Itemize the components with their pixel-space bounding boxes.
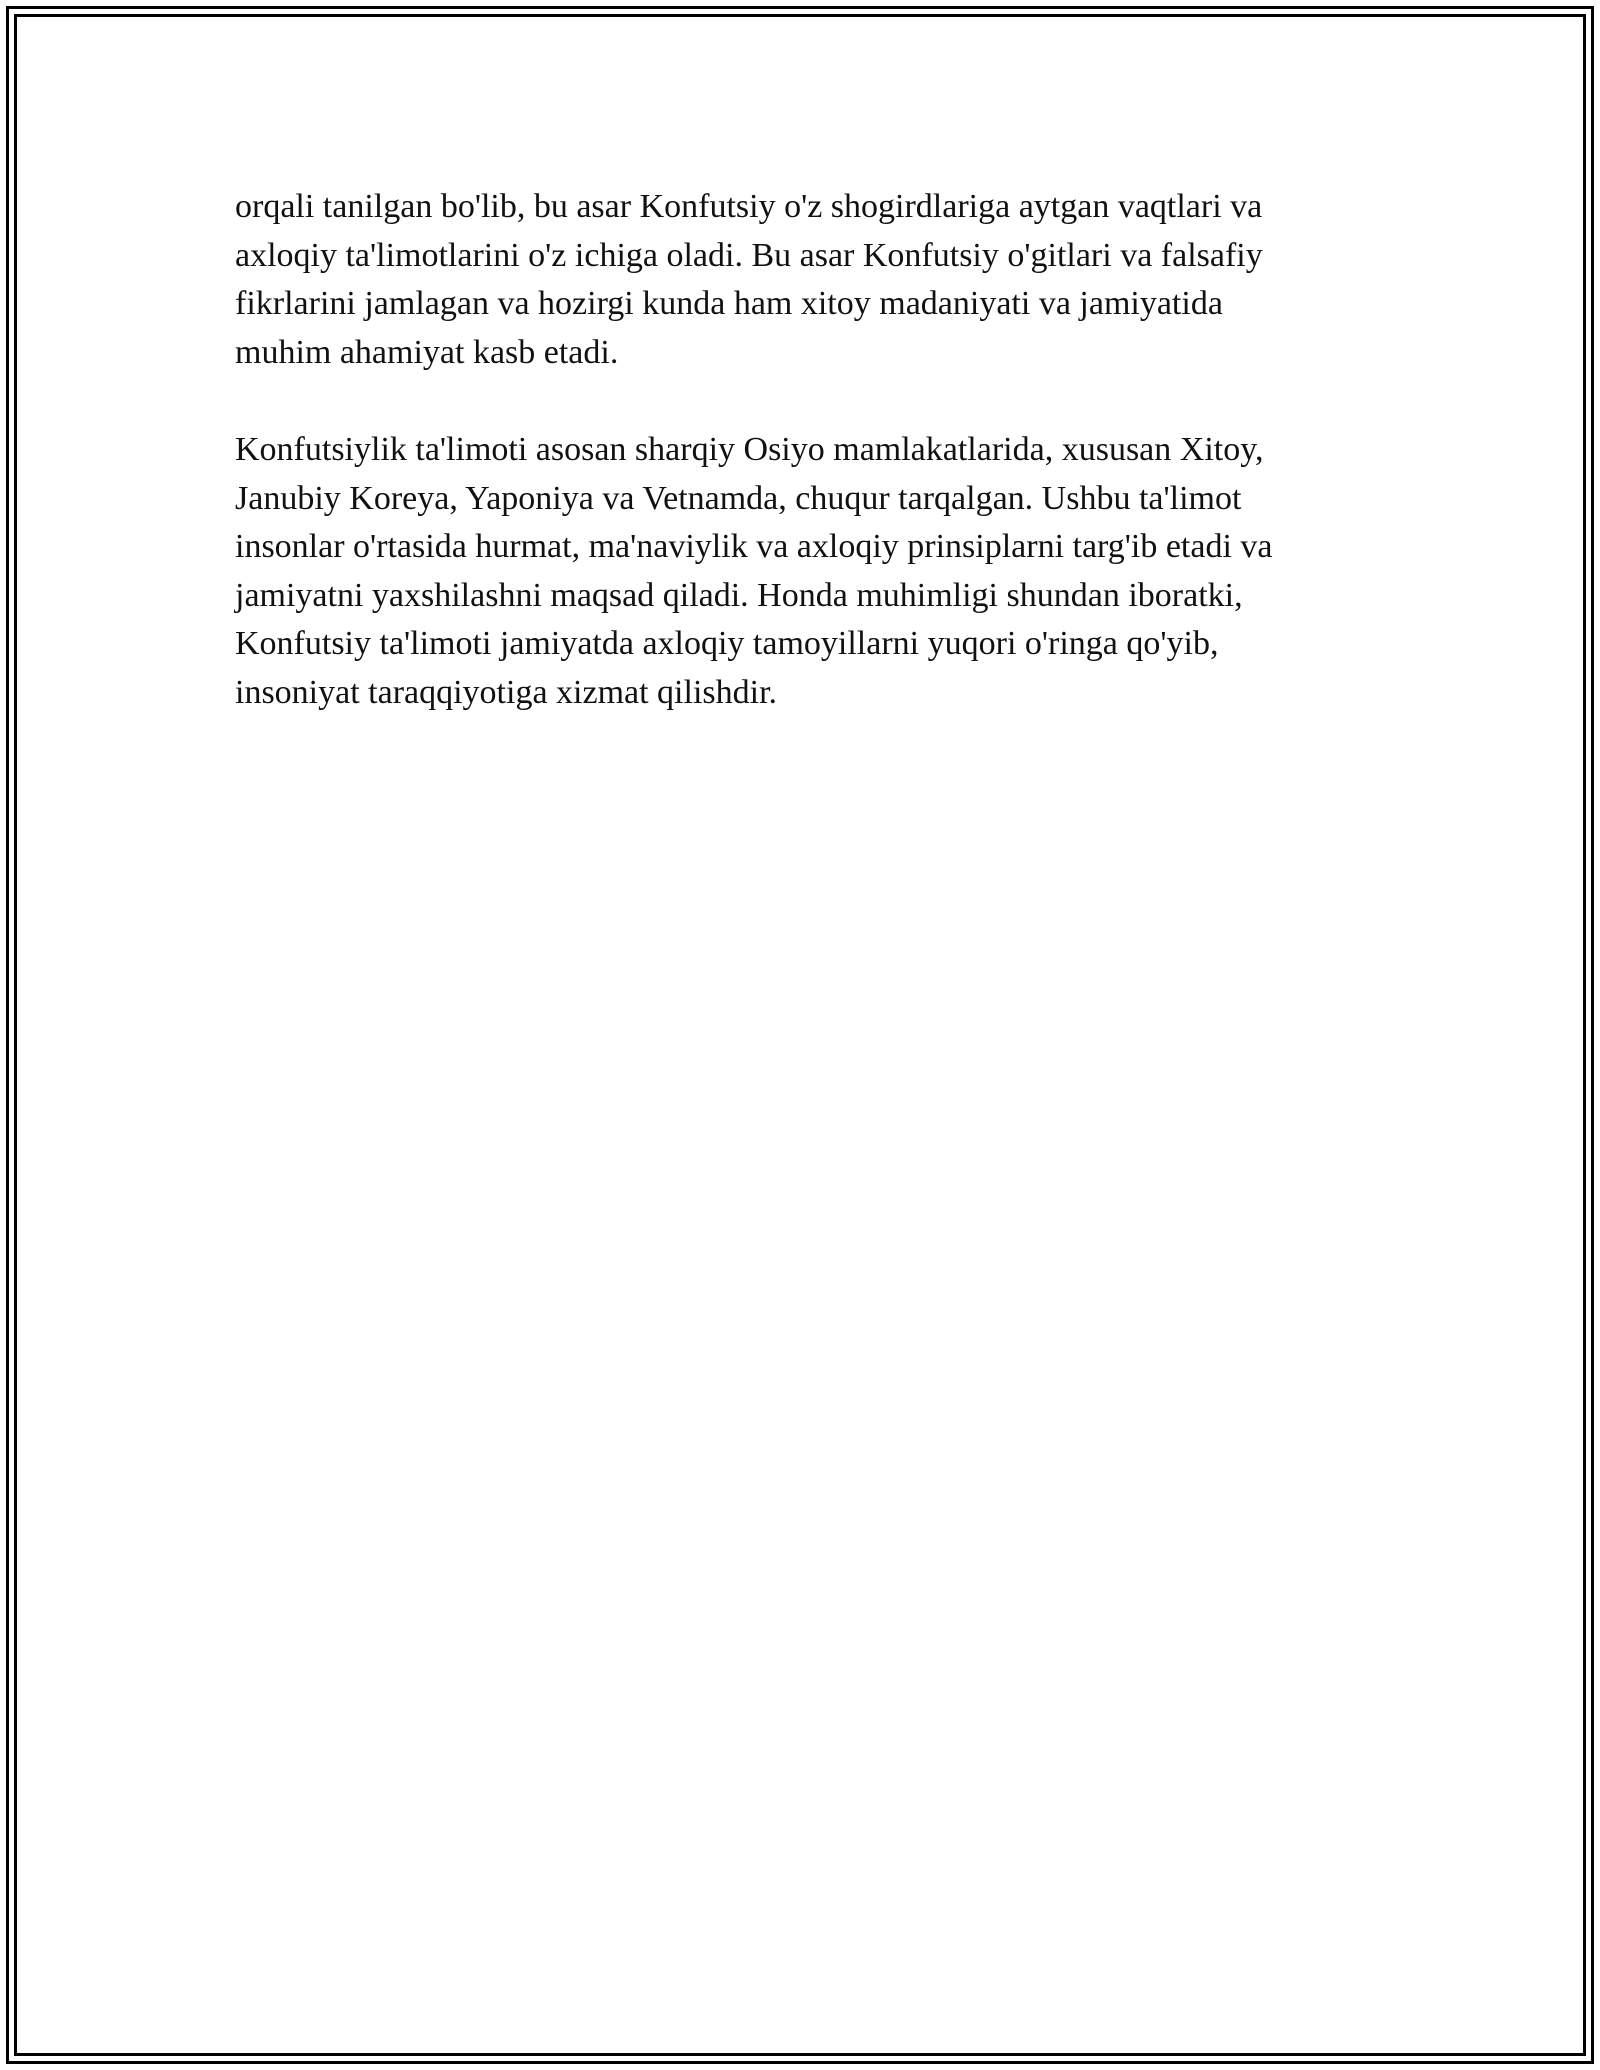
paragraph-1 bbox=[235, 183, 1375, 377]
text-line: insonlar o'rtasida hurmat, ma'naviylik va axloqiy prinsiplarni targ'ib etadi va bbox=[235, 528, 1273, 566]
text-line: orqali tanilgan bo'lib, bu asar Konfutsiy o'z shogirdlariga aytgan vaqtlari va bbox=[235, 188, 1263, 225]
text-line: jamiyatni yaxshilashni maqsad qiladi. Honda muhimligi shundan iboratki, bbox=[235, 576, 1243, 614]
document-body bbox=[235, 183, 1375, 718]
text-line: Konfutsiy ta'limoti jamiyatda axloqiy tamoyillarni yuqori o'ringa qo'yib, bbox=[235, 625, 1219, 663]
text-line: fikrlarini jamlagan va hozirgi kunda ham xitoy madaniyati va jamiyatida bbox=[235, 285, 1223, 323]
text-line: axloqiy ta'limotlarini o'z ichiga oladi. Bu asar Konfutsiy o'gitlari va falsafiy bbox=[235, 236, 1263, 274]
text-line: Janubiy Koreya, Yaponiya va Vetnamda, chuqur tarqalgan. Ushbu ta'limot bbox=[235, 479, 1242, 517]
text-line: muhim ahamiyat kasb etadi. bbox=[235, 333, 619, 371]
text-line: Konfutsiylik ta'limoti asosan sharqiy Osiyo mamlakatlarida, xususan Xitoy, bbox=[235, 430, 1264, 468]
paragraph-2 bbox=[235, 426, 1375, 718]
text-line: insoniyat taraqqiyotiga xizmat qilishdir. bbox=[235, 673, 778, 711]
